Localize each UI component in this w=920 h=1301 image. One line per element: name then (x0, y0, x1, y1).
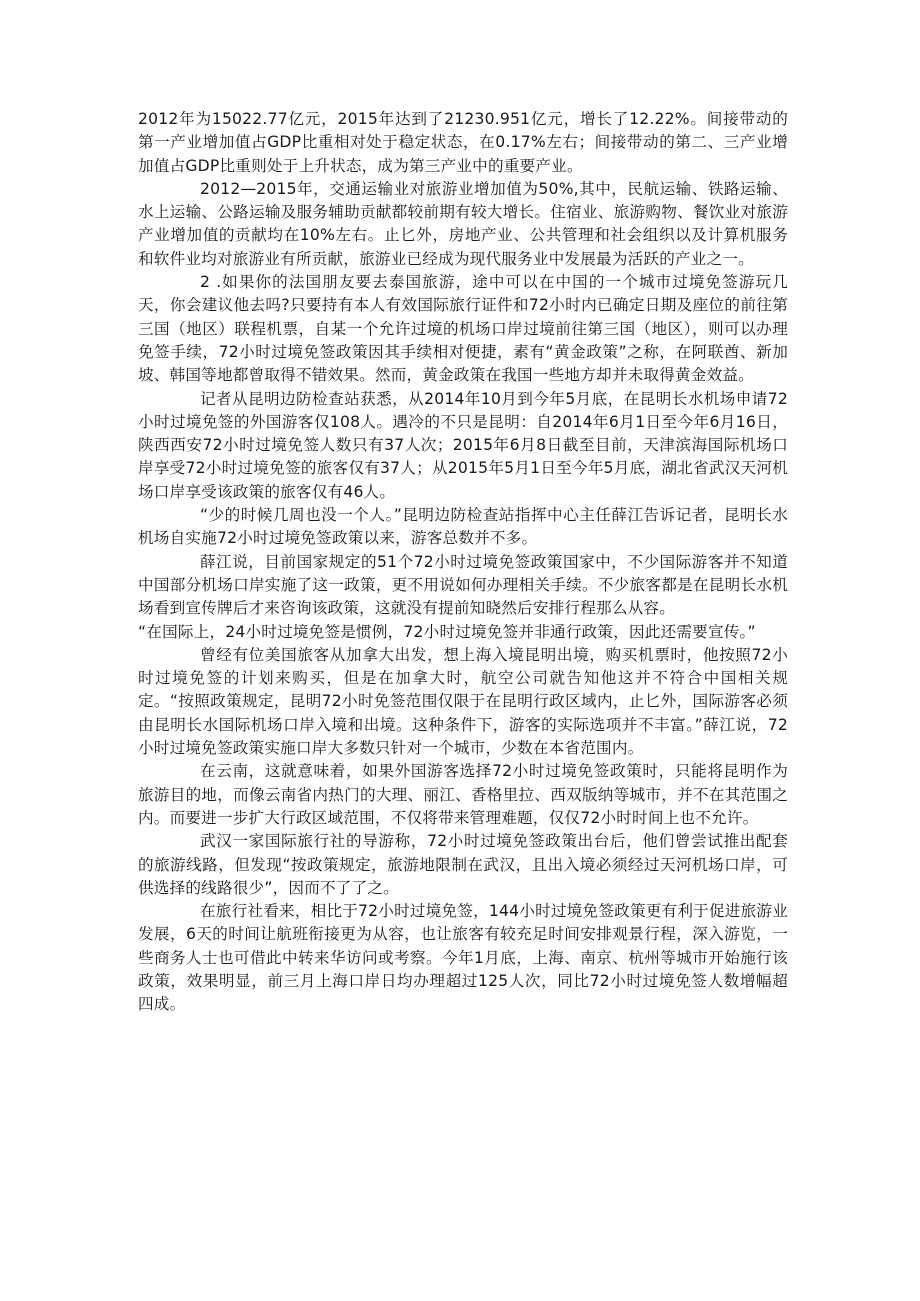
paragraph-quote-few-visitors: “少的时候几周也没一个人。”昆明边防检查站指挥中心主任薛江告诉记者，昆明长水机场自实施72小时过境免签政策以来，游客总数并不多。 (138, 506, 788, 548)
paragraph-transport-contribution: 2012—2015年，交通运输业对旅游业增加值为50%,其中，民航运输、铁路运输、水上运输、公路运输及服务辅助贡献都较前期有较大增长。住宿业、旅游购物、餐饮业对旅游产业增加值的贡献均在10%左右。止匕外，房地产业、公共管理和社会组织以及计算机服务和软件业均对旅游业有所贡献，旅游业已经成为现代服务业中发展最为活跃的产业之一。 (138, 179, 788, 268)
paragraph-international-practice: “在国际上，24小时过境免签是惯例，72小时过境免签并非通行政策，因此还需要宣传。” (138, 622, 756, 641)
paragraph-yunnan-scope: 在云南，这就意味着，如果外国游客选择72小时过境免签政策时，只能将昆明作为旅游目的地，而像云南省内热门的大理、丽江、香格里拉、西双版纳等城市，并不在其范围之内。而要进一步扩大行政区域范围，不仅将带来管理难题，仅仅72小时时间上也不允许。 (138, 762, 788, 827)
paragraph-kunming-statistics: 记者从昆明边防检查站获悉，从2014年10月到今年5月底，在昆明长水机场申请72小时过境免签的外国游客仅108人。遇冷的不只是昆明：自2014年6月1日至今年6月16日，陕西西安72小时过境免签人数只有37人次；2015年6月8日截至目前，天津滨海国际机场口岸享受72小时过境免签的旅客仅有37人；从2015年5月1日至今年5月底，湖北省武汉天河机场口岸享受该政策的旅客仅有46人。 (138, 389, 788, 501)
paragraph-xuejiang-policy: 薛江说，目前国家规定的51个72小时过境免签政策国家中，不少国际游客并不知道中国部分机场口岸实施了这一政策，更不用说如何办理相关手续。不少旅客都是在昆明长水机场看到宣传牌后才来咨询该政策，这就没有提前知晓然后安排行程那么从容。 (138, 552, 788, 618)
paragraph-wuhan-agency: 武汉一家国际旅行社的导游称，72小时过境免签政策出台后，他们曾尝试推出配套的旅游线路，但发现“按政策规定，旅游地限制在武汉，且出入境必须经过天河机场口岸，可供选择的线路很少”，因而不了了之。 (138, 832, 788, 897)
paragraph-gdp-growth: 2012年为15022.77亿元，2015年达到了21230.951亿元，增长了12.22%。间接带动的第一产业增加值占GDP比重相对处于稳定状态，在0.17%左右；间接带动的第二、三产业增加值占GDP比重则处于上升状态，成为第三产业中的重要产业。 (138, 110, 788, 175)
paragraph-visa-question: 2 .如果你的法国朋友要去泰国旅游，途中可以在中国的一个城市过境免签游玩几天，你会建议他去吗?只要持有本人有效国际旅行证件和72小时内已确定日期及座位的前往第三国（地区）联程机票，自某一个允许过境的机场口岸过境前往第三国（地区），则可以办理免签手续，72小时过境免签政策因其手续相对便捷，素有“黄金政策”之称，在阿联酋、新加坡、韩国等地都曾取得不错效果。然而，黄金政策在我国一些地方却并未取得黄金效益。 (138, 273, 788, 385)
paragraph-american-traveler: 曾经有位美国旅客从加拿大出发，想上海入境昆明出境，购买机票时，他按照72小时过境免签的计划来购买，但是在加拿大时，航空公司就告知他这并不符合中国相关规定。“按照政策规定，昆明72小时免签范围仅限于在昆明行政区域内，止匕外，国际游客必须由昆明长水国际机场口岸入境和出境。这种条件下，游客的实际选项并不丰富。”薛江说，72小时过境免签政策实施口岸大多数只针对一个城市，少数在本省范围内。 (138, 645, 788, 758)
article-body (138, 108, 788, 1017)
paragraph-144-hour-policy: 在旅行社看来，相比于72小时过境免签，144小时过境免签政策更有利于促进旅游业发展，6天的时间让航班衔接更为从容，也让旅客有较充足时间安排观景行程，深入游览，一些商务人士也可借此中转来华访问或考察。今年1月底，上海、南京、杭州等城市开始施行该政策，效果明显，前三月上海口岸日均办理超过125人次，同比72小时过境免签人数增幅超四成。 (138, 902, 788, 1014)
